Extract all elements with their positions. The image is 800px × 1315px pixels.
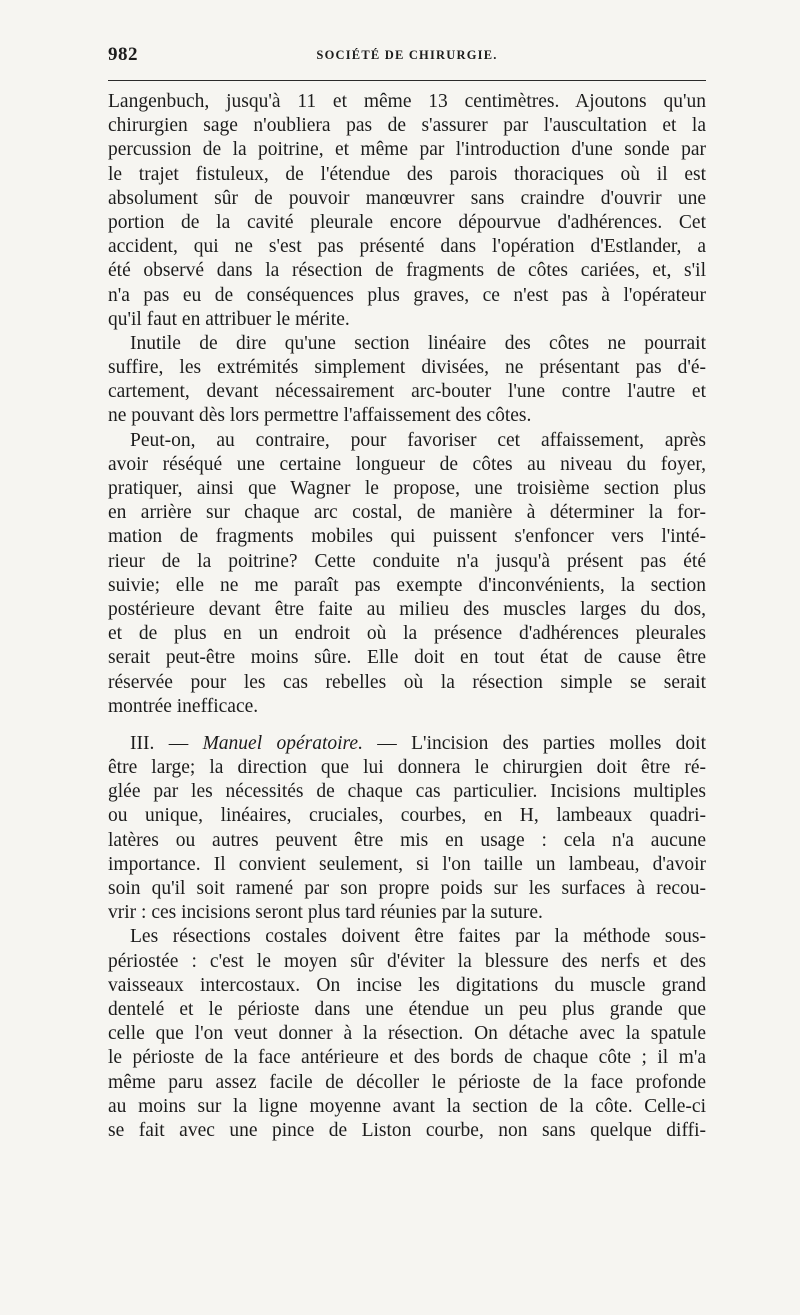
text-line: au moins sur la ligne moyenne avant la section de la côte. Celle-ci bbox=[108, 1095, 706, 1117]
text-line: même paru assez facile de décoller le périoste de la face profonde bbox=[108, 1071, 706, 1093]
text-line: latères ou autres peuvent être mis en usage : cela n'a aucune bbox=[108, 829, 706, 851]
text-line: dentelé et le périoste dans une étendue un peu plus grande que bbox=[108, 998, 706, 1020]
text-line: vrir : ces incisions seront plus tard réunies par la suture. bbox=[108, 902, 543, 924]
text-line: ne pouvant dès lors permettre l'affaissement des côtes. bbox=[108, 405, 532, 427]
text-line: vaisseaux intercostaux. On incise les digitations du muscle grand bbox=[108, 974, 706, 996]
text-line: montrée inefficace. bbox=[108, 695, 259, 717]
text-line: Les résections costales doivent être faites par la méthode sous- bbox=[130, 926, 706, 948]
text-line: se fait avec une pince de Liston courbe, non sans quelque diffi- bbox=[108, 1119, 706, 1141]
paragraph bbox=[108, 732, 706, 926]
text-line: postérieure devant être faite au milieu des muscles larges du dos, bbox=[108, 598, 706, 620]
text-line: glée par les nécessités de chaque cas particulier. Incisions multiples bbox=[108, 781, 706, 803]
body-text bbox=[108, 90, 706, 1143]
running-title: SOCIÉTÉ DE CHIRURGIE. bbox=[316, 48, 498, 62]
text-line: le trajet fistuleux, de l'étendue des parois thoraciques où il est bbox=[108, 163, 706, 185]
text-line: n'a pas eu de conséquences plus graves, ce n'est pas à l'opérateur bbox=[108, 284, 706, 306]
section-line-rest: — L'incision des parties molles doit bbox=[362, 732, 706, 754]
text-line: pratiquer, ainsi que Wagner le propose, une troisième section plus bbox=[108, 478, 706, 499]
text-line: ou unique, linéaires, cruciales, courbes, en H, lambeaux quadri- bbox=[108, 805, 706, 827]
text-line: suffire, les extrémités simplement divisées, ne présentant pas d'é- bbox=[108, 357, 706, 379]
text-line: importance. Il convient seulement, si l'on taille un lambeau, d'avoir bbox=[108, 853, 706, 875]
text-line: soin qu'il soit ramené par son propre poids sur les surfaces à recou- bbox=[108, 878, 706, 899]
section-gap bbox=[108, 719, 706, 732]
paragraph bbox=[108, 90, 706, 332]
text-line: et de plus en un endroit où la présence d'adhérences pleurales bbox=[108, 623, 706, 645]
text-line: qu'il faut en attribuer le mérite. bbox=[108, 308, 350, 330]
section-label: III. — bbox=[130, 732, 203, 754]
text-line: percussion de la poitrine, et même par l'introduction d'une sonde par bbox=[108, 139, 706, 161]
text-line: été observé dans la résection de fragments de côtes cariées, et, s'il bbox=[108, 260, 706, 282]
text-line: cartement, devant nécessairement arc-bouter l'une contre l'autre et bbox=[108, 381, 706, 403]
text-line: le périoste de la face antérieure et des bords de chaque côte ; il m'a bbox=[108, 1047, 706, 1069]
text-line: suivie; elle ne me paraît pas exempte d'inconvénients, la section bbox=[108, 574, 706, 596]
page-number: 982 bbox=[108, 44, 138, 65]
text-line: en arrière sur chaque arc costal, de manière à déterminer la for- bbox=[108, 502, 706, 524]
paragraph bbox=[108, 332, 706, 429]
section-title: Manuel opératoire. bbox=[202, 732, 363, 754]
text-line: serait peut-être moins sûre. Elle doit en tout état de cause être bbox=[108, 647, 706, 669]
text-line: Langenbuch, jusqu'à 11 et même 13 centimètres. Ajoutons qu'un bbox=[108, 91, 706, 112]
text-line: absolument sûr de pouvoir manœuvrer sans craindre d'ouvrir une bbox=[108, 187, 706, 209]
text-line: Peut-on, au contraire, pour favoriser cet affaissement, après bbox=[130, 429, 706, 451]
text-line: Inutile de dire qu'une section linéaire des côtes ne pourrait bbox=[130, 332, 706, 354]
text-line: mation de fragments mobiles qui puissent s'enfoncer vers l'inté- bbox=[108, 526, 706, 548]
text-line: rieur de la poitrine? Cette conduite n'a jusqu'à présent pas été bbox=[108, 550, 706, 572]
paragraph bbox=[108, 925, 706, 1143]
text-line: accident, qui ne s'est pas présenté dans l'opération d'Estlander, a bbox=[108, 236, 706, 258]
text-line: portion de la cavité pleurale encore dépourvue d'adhérences. Cet bbox=[108, 211, 706, 233]
text-line: périostée : c'est le moyen sûr d'éviter la blessure des nerfs et des bbox=[108, 950, 706, 972]
page-header bbox=[108, 44, 706, 74]
section-heading-line bbox=[108, 732, 706, 756]
text-line: être large; la direction que lui donnera le chirurgien doit être ré- bbox=[108, 757, 706, 779]
paragraph bbox=[108, 429, 706, 719]
header-rule bbox=[108, 80, 706, 81]
text-line: celle que l'on veut donner à la résection. On détache avec la spatule bbox=[108, 1023, 706, 1045]
text-line: réservée pour les cas rebelles où la résection simple se serait bbox=[108, 671, 706, 693]
text-line: chirurgien sage n'oubliera pas de s'assurer par l'auscultation et la bbox=[108, 115, 706, 137]
text-line: avoir réséqué une certaine longueur de côtes au niveau du foyer, bbox=[108, 453, 706, 475]
